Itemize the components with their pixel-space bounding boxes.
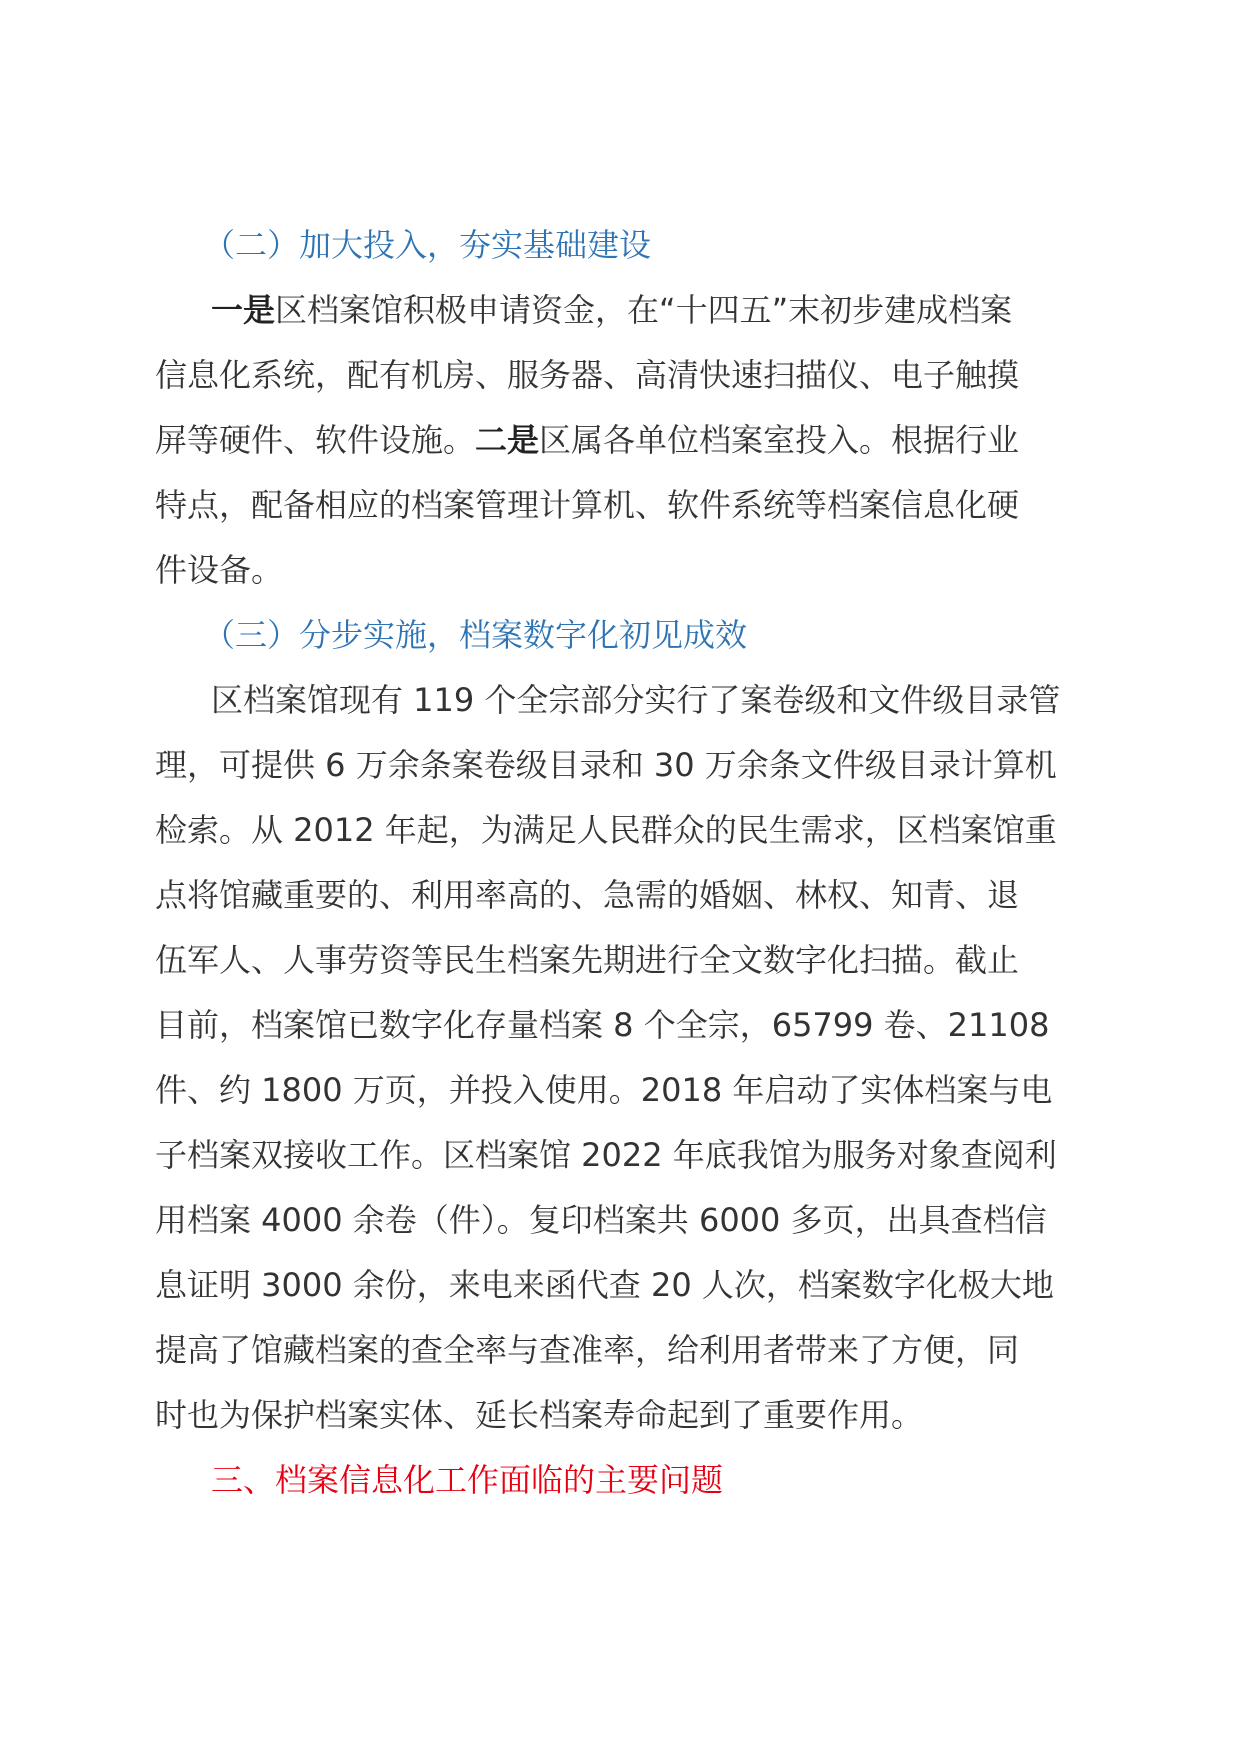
paragraph-line: 伍军人、人事劳资等民生档案先期进行全文数字化扫描。截止 (155, 941, 1020, 979)
paragraph-line: 目前，档案馆已数字化存量档案 8 个全宗，65799 卷、21108 (155, 1006, 1050, 1044)
paragraph-line (155, 473, 1090, 538)
paragraph-line (155, 343, 1090, 408)
line-text: 特点，配备相应的档案管理计算机、软件系统等档案信息化硬 (155, 486, 1020, 524)
paragraph-investment (155, 278, 1090, 603)
section-heading-3: （三）分步实施，档案数字化初见成效 (203, 616, 748, 654)
paragraph-line: 区档案馆现有 119 个全宗部分实行了案卷级和文件级目录管 (211, 681, 1061, 719)
line-text: 区属各单位档案室投入。根据行业 (539, 421, 1020, 459)
bold-lead-text: 一是 (211, 291, 276, 329)
paragraph-line (155, 538, 1090, 603)
paragraph-line: 检索。从 2012 年起，为满足人民群众的民生需求，区档案馆重 (155, 811, 1057, 849)
paragraph-line: 时也为保护档案实体、延长档案寿命起到了重要作用。 (155, 1396, 924, 1434)
paragraph-line: 用档案 4000 余卷（件）。复印档案共 6000 多页，出具查档信 (155, 1201, 1047, 1239)
paragraph-line: 子档案双接收工作。区档案馆 2022 年底我馆为服务对象查阅利 (155, 1136, 1057, 1174)
paragraph-line (155, 278, 1090, 343)
paragraph-line (155, 408, 1090, 473)
line-text: 屏等硬件、软件设施。 (155, 421, 476, 459)
document-page (155, 213, 1090, 1513)
line-text: 件设备。 (155, 551, 284, 589)
bold-lead-text: 二是 (475, 421, 540, 459)
section-heading-2: （二）加大投入，夯实基础建设 (203, 226, 652, 264)
paragraph-line: 点将馆藏重要的、利用率高的、急需的婚姻、林权、知青、退 (155, 876, 1020, 914)
paragraph-line: 件、约 1800 万页，并投入使用。2018 年启动了实体档案与电 (155, 1071, 1053, 1109)
paragraph-digitization (155, 668, 1090, 1448)
chapter-heading-3: 三、档案信息化工作面临的主要问题 (211, 1461, 724, 1499)
line-text: 区档案馆积极申请资金，在“十四五”末初步建成档案 (275, 291, 1013, 329)
paragraph-line: 理，可提供 6 万余条案卷级目录和 30 万余条文件级目录计算机 (155, 746, 1057, 784)
line-text: 信息化系统，配有机房、服务器、高清快速扫描仪、电子触摸 (155, 356, 1020, 394)
paragraph-line: 提高了馆藏档案的查全率与查准率，给利用者带来了方便，同 (155, 1331, 1020, 1369)
paragraph-line: 息证明 3000 余份，来电来函代查 20 人次，档案数字化极大地 (155, 1266, 1054, 1304)
